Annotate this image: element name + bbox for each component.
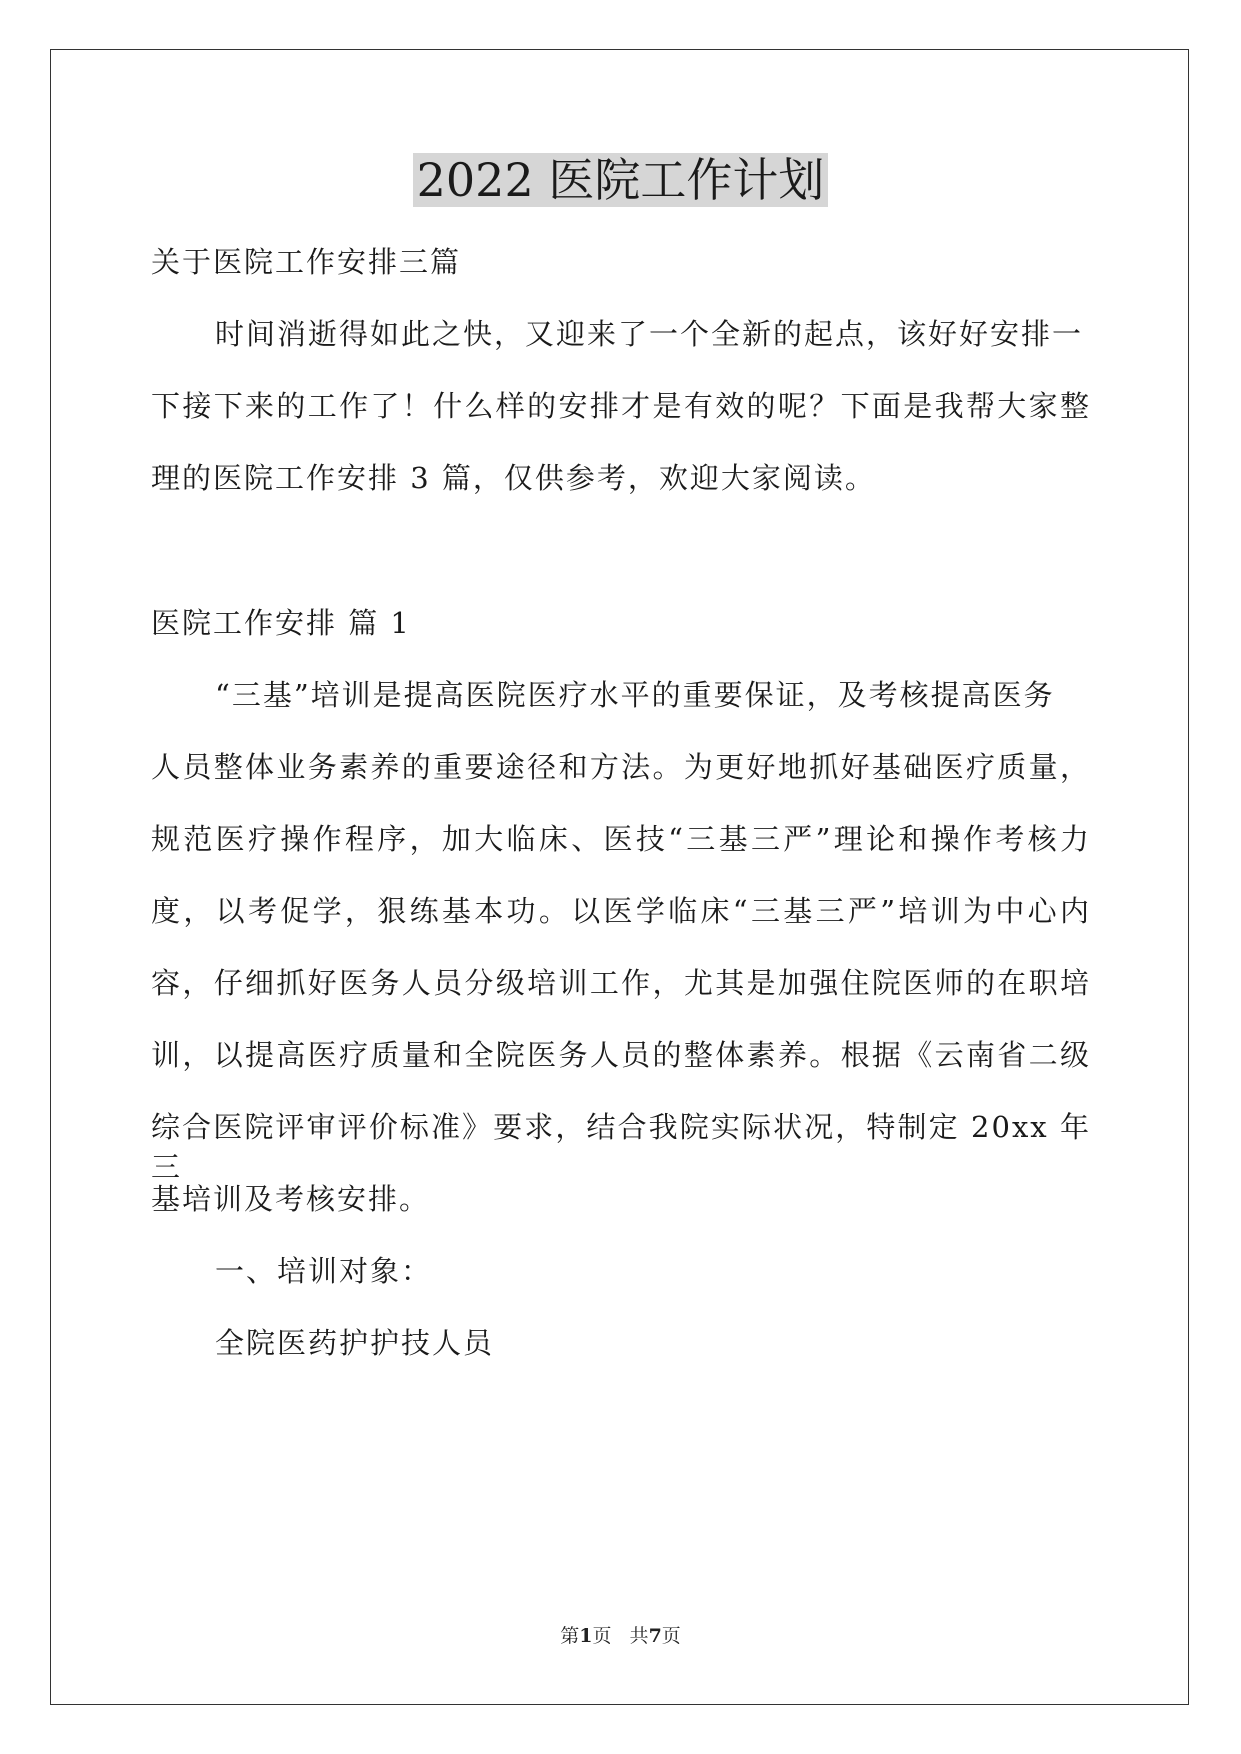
page-current: 1 <box>579 1625 593 1647</box>
item-text: 全院医药护护技人员 <box>215 1326 495 1360</box>
body-line: 基培训及考核安排。 <box>151 1182 431 1216</box>
body-line: 度，以考促学，狠练基本功。以医学临床“三基三严”培训为中心内 <box>151 894 1091 928</box>
intro-line: 理的医院工作安排 3 篇，仅供参考，欢迎大家阅读。 <box>151 461 876 495</box>
page-mid: 页 共 <box>592 1625 649 1647</box>
intro-line: 下接下来的工作了！什么样的安排才是有效的呢？下面是我帮大家整 <box>151 389 1091 423</box>
intro-line: 时间消逝得如此之快，又迎来了一个全新的起点，该好好安排一 <box>215 317 1084 351</box>
document-title-text: 2022 医院工作计划 <box>413 153 829 207</box>
body-line: “三基”培训是提高医院医疗水平的重要保证，及考核提高医务 <box>215 678 1055 712</box>
item-heading: 一、培训对象： <box>215 1254 433 1288</box>
page-suffix: 页 <box>661 1625 681 1647</box>
body-line: 规范医疗操作程序，加大临床、医技“三基三严”理论和操作考核力 <box>151 822 1091 856</box>
body-line: 训，以提高医疗质量和全院医务人员的整体素养。根据《云南省二级 <box>151 1038 1091 1072</box>
section-heading: 医院工作安排 篇 1 <box>151 606 411 640</box>
page-prefix: 第 <box>560 1625 580 1647</box>
page-total: 7 <box>648 1625 662 1647</box>
body-line: 容，仔细抓好医务人员分级培训工作，尤其是加强住院医师的在职培 <box>151 966 1091 1000</box>
page-footer <box>0 1623 1241 1649</box>
page-border <box>50 49 1189 1705</box>
document-subtitle: 关于医院工作安排三篇 <box>151 245 462 279</box>
body-line: 人员整体业务素养的重要途径和方法。为更好地抓好基础医疗质量， <box>151 750 1091 784</box>
document-title <box>0 150 1241 210</box>
body-line: 综合医院评审评价标准》要求，结合我院实际状况，特制定 20xx 年三 <box>151 1110 1091 1184</box>
